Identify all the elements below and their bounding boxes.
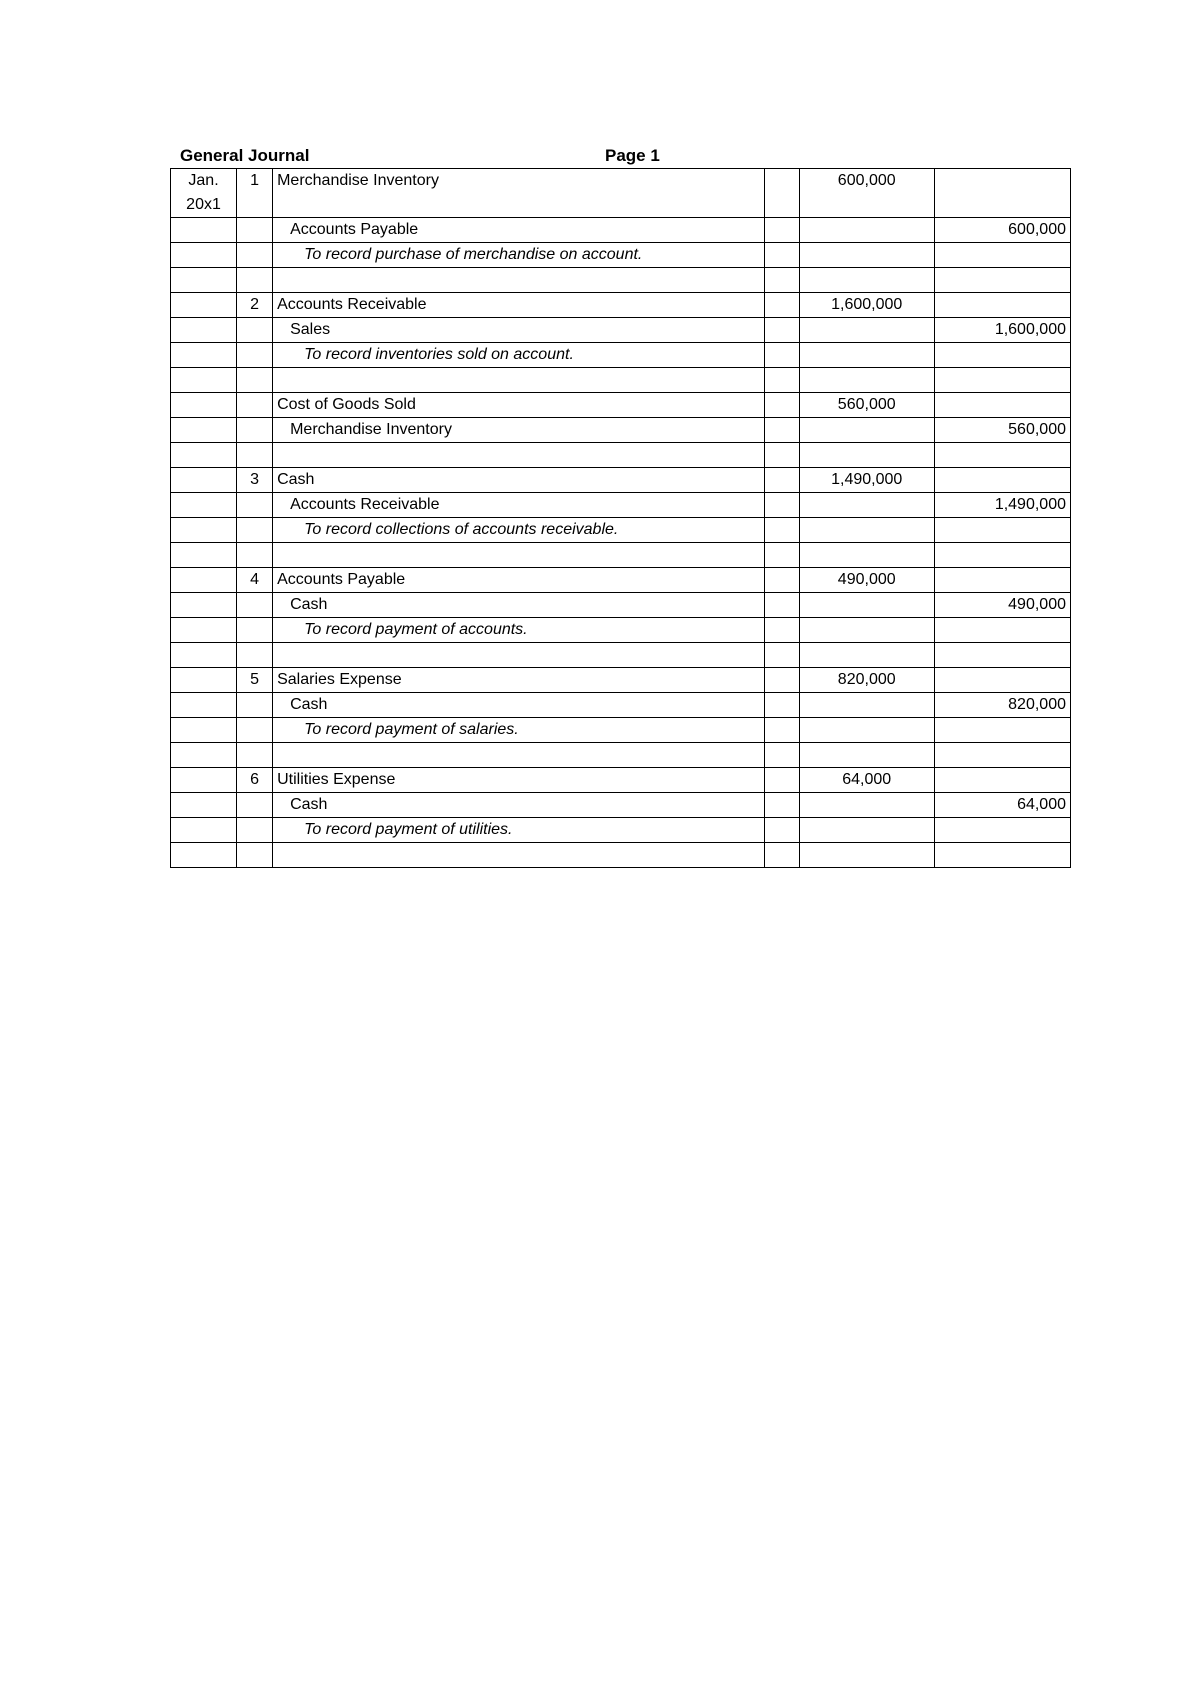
day-cell: 6 [237,768,273,793]
post-ref-cell [764,393,799,418]
account-name: Cash [290,796,328,813]
date-cell [171,568,237,593]
credit-cell [934,643,1070,668]
day-cell [237,543,273,568]
table-row [171,668,1071,693]
table-row [171,543,1071,568]
day-cell [237,743,273,768]
credit-cell [934,343,1070,368]
description-cell [273,169,765,218]
credit-cell [934,293,1070,318]
post-ref-cell [764,843,799,868]
table-row [171,718,1071,743]
journal-table [170,168,1071,868]
day-cell [237,593,273,618]
date-cell [171,293,237,318]
entry-explanation: To record collections of accounts receivable. [304,521,619,538]
credit-cell: 1,600,000 [934,318,1070,343]
post-ref-cell [764,293,799,318]
date-cell [171,518,237,543]
entry-explanation: To record inventories sold on account. [304,346,574,363]
date-cell [171,368,237,393]
day-cell: 4 [237,568,273,593]
credit-cell [934,468,1070,493]
table-row [171,768,1071,793]
date-cell [171,543,237,568]
date-cell [171,393,237,418]
debit-cell [799,793,934,818]
post-ref-cell [764,268,799,293]
credit-cell: 490,000 [934,593,1070,618]
description-cell [273,343,765,368]
credit-cell [934,268,1070,293]
table-row [171,743,1071,768]
credit-cell [934,668,1070,693]
debit-cell [799,718,934,743]
account-name: Cost of Goods Sold [277,396,416,413]
table-row [171,169,1071,218]
day-cell: 3 [237,468,273,493]
date-cell [171,718,237,743]
day-cell [237,218,273,243]
account-name: Utilities Expense [277,771,396,788]
date-cell [171,618,237,643]
day-cell [237,243,273,268]
credit-cell [934,243,1070,268]
post-ref-cell [764,318,799,343]
post-ref-cell [764,518,799,543]
post-ref-cell [764,568,799,593]
debit-cell [799,643,934,668]
date-cell [171,843,237,868]
debit-cell: 490,000 [799,568,934,593]
description-cell [273,543,765,568]
debit-cell: 820,000 [799,668,934,693]
entry-explanation: To record payment of accounts. [304,621,528,638]
description-cell [273,593,765,618]
description-cell [273,268,765,293]
day-cell [237,818,273,843]
description-cell [273,418,765,443]
debit-cell [799,593,934,618]
debit-cell [799,493,934,518]
post-ref-cell [764,693,799,718]
table-row [171,568,1071,593]
description-cell [273,318,765,343]
description-cell [273,693,765,718]
description-cell [273,393,765,418]
credit-cell: 560,000 [934,418,1070,443]
post-ref-cell [764,793,799,818]
date-year: 20x1 [186,196,221,213]
description-cell [273,718,765,743]
day-cell [237,418,273,443]
debit-cell: 1,600,000 [799,293,934,318]
account-name: Salaries Expense [277,671,402,688]
date-cell [171,693,237,718]
post-ref-cell [764,543,799,568]
credit-cell: 64,000 [934,793,1070,818]
table-row [171,468,1071,493]
description-cell [273,618,765,643]
date-cell [171,743,237,768]
journal-title: General Journal [180,146,310,165]
credit-cell [934,368,1070,393]
table-row [171,493,1071,518]
date-cell [171,169,237,218]
day-cell [237,318,273,343]
date-cell [171,768,237,793]
table-row [171,293,1071,318]
post-ref-cell [764,718,799,743]
credit-cell [934,518,1070,543]
day-cell [237,643,273,668]
account-name: Accounts Receivable [277,296,427,313]
day-cell [237,793,273,818]
post-ref-cell [764,343,799,368]
table-row [171,368,1071,393]
table-row [171,318,1071,343]
date-cell [171,818,237,843]
account-name: Accounts Payable [290,221,419,238]
day-cell [237,843,273,868]
table-row [171,268,1071,293]
day-cell: 1 [237,169,273,218]
table-row [171,843,1071,868]
entry-explanation: To record purchase of merchandise on account. [304,246,643,263]
credit-cell [934,443,1070,468]
date-cell [171,593,237,618]
post-ref-cell [764,418,799,443]
table-row [171,643,1071,668]
account-name: Sales [290,321,331,338]
credit-cell [934,618,1070,643]
table-row [171,793,1071,818]
day-cell [237,493,273,518]
account-name: Cash [290,696,328,713]
credit-cell: 1,490,000 [934,493,1070,518]
description-cell [273,518,765,543]
date-cell [171,468,237,493]
description-cell [273,443,765,468]
table-row [171,443,1071,468]
description-cell [273,368,765,393]
credit-cell [934,768,1070,793]
debit-cell [799,843,934,868]
table-row [171,518,1071,543]
account-name: Merchandise Inventory [290,421,452,438]
credit-cell [934,568,1070,593]
debit-cell [799,318,934,343]
description-cell [273,218,765,243]
post-ref-cell [764,243,799,268]
account-name: Accounts Receivable [290,496,440,513]
date-cell [171,418,237,443]
account-name: Accounts Payable [277,571,406,588]
debit-cell [799,443,934,468]
post-ref-cell [764,218,799,243]
day-cell [237,268,273,293]
credit-cell [934,843,1070,868]
description-cell [273,293,765,318]
credit-cell: 600,000 [934,218,1070,243]
post-ref-cell [764,768,799,793]
credit-cell [934,718,1070,743]
day-cell [237,393,273,418]
description-cell [273,468,765,493]
day-cell [237,368,273,393]
debit-cell [799,693,934,718]
post-ref-cell [764,468,799,493]
account-name: Cash [277,471,315,488]
post-ref-cell [764,668,799,693]
day-cell [237,443,273,468]
entry-explanation: To record payment of salaries. [304,721,519,738]
description-cell [273,743,765,768]
description-cell [273,243,765,268]
date-cell [171,243,237,268]
day-cell [237,693,273,718]
debit-cell [799,343,934,368]
table-row [171,343,1071,368]
date-cell [171,668,237,693]
post-ref-cell [764,443,799,468]
account-name: Cash [290,596,328,613]
credit-cell [934,543,1070,568]
date-cell [171,343,237,368]
post-ref-cell [764,643,799,668]
date-month: Jan. [188,172,219,189]
table-row [171,593,1071,618]
date-cell [171,268,237,293]
post-ref-cell [764,818,799,843]
table-row [171,618,1071,643]
debit-cell: 64,000 [799,768,934,793]
debit-cell [799,618,934,643]
post-ref-cell [764,618,799,643]
debit-cell [799,743,934,768]
day-cell [237,618,273,643]
day-cell [237,343,273,368]
description-cell [273,768,765,793]
table-row [171,693,1071,718]
date-cell [171,218,237,243]
table-row [171,243,1071,268]
credit-cell [934,818,1070,843]
debit-cell [799,218,934,243]
debit-cell [799,368,934,393]
credit-cell [934,743,1070,768]
description-cell [273,668,765,693]
journal-body [171,169,1071,868]
debit-cell [799,418,934,443]
description-cell [273,818,765,843]
post-ref-cell [764,368,799,393]
credit-cell: 820,000 [934,693,1070,718]
description-cell [273,568,765,593]
post-ref-cell [764,743,799,768]
day-cell [237,518,273,543]
post-ref-cell [764,169,799,218]
table-row [171,818,1071,843]
debit-cell [799,818,934,843]
description-cell [273,643,765,668]
entry-explanation: To record payment of utilities. [304,821,513,838]
description-cell [273,493,765,518]
debit-cell: 560,000 [799,393,934,418]
date-cell [171,493,237,518]
debit-cell [799,543,934,568]
debit-cell [799,518,934,543]
date-cell [171,318,237,343]
table-row [171,218,1071,243]
day-cell: 5 [237,668,273,693]
date-cell [171,643,237,668]
account-name: Merchandise Inventory [277,172,439,189]
description-cell [273,793,765,818]
post-ref-cell [764,593,799,618]
post-ref-cell [764,493,799,518]
debit-cell [799,268,934,293]
description-cell [273,843,765,868]
credit-cell [934,393,1070,418]
table-row [171,418,1071,443]
date-cell [171,443,237,468]
table-row [171,393,1071,418]
debit-cell [799,243,934,268]
journal-header [180,146,1080,168]
credit-cell [934,169,1070,218]
date-cell [171,793,237,818]
day-cell: 2 [237,293,273,318]
debit-cell: 1,490,000 [799,468,934,493]
page-number: Page 1 [605,146,660,165]
day-cell [237,718,273,743]
debit-cell: 600,000 [799,169,934,218]
